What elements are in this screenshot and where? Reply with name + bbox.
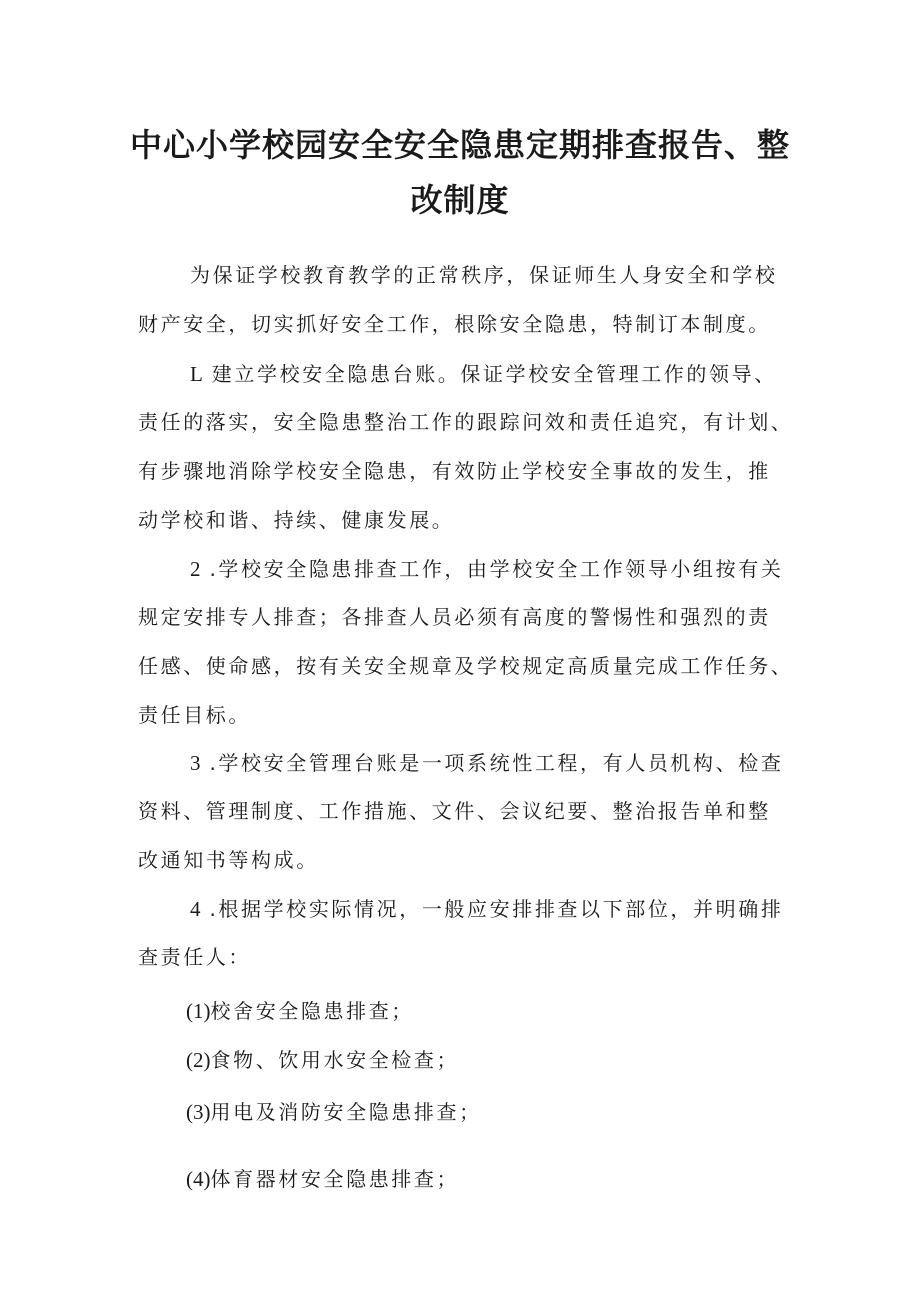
section-4-line-2: 查责任人： [138,945,251,969]
section-4-text-1: .根据学校实际情况，一般应安排排查以下部位，并明确排 [209,897,784,921]
list-item-3-num: (3) [186,1100,211,1124]
section-1-line-4: 动学校和谐、持续、健康发展。 [138,508,455,532]
list-item-4 [186,1165,459,1193]
document-title-line2: 改制度 [410,181,510,219]
list-item-2-num: (2) [186,1048,211,1072]
section-1-line-3: 有步骤地消除学校安全隐患，有效防止学校安全事故的发生，推 [138,459,771,483]
list-item-3-text: 用电及消防安全隐患排查； [210,1100,482,1124]
list-item-2 [186,1046,459,1074]
section-2-line-1 [190,555,783,583]
section-2-line-3: 任感、使命感，按有关安全规章及学校规定高质量完成工作任务、 [138,654,794,678]
section-2-line-2: 规定安排专人排查；各排查人员必须有高度的警惕性和强烈的责 [138,605,771,629]
list-item-1-text: 校舍安全隐患排查； [210,999,414,1023]
section-4-line-1 [190,895,783,923]
section-2-text-1: .学校安全隐患排查工作，由学校安全工作领导小组按有关 [209,557,784,581]
section-3-marker: 3 [190,751,201,775]
intro-line-1: 为保证学校教育教学的正常秩序，保证师生人身安全和学校 [190,263,778,287]
section-3-line-1 [190,749,783,777]
list-item-1 [186,997,414,1025]
section-3-line-2: 资料、管理制度、工作措施、文件、会议纪要、整治报告单和整 [138,799,771,823]
section-1-text-1: 建立学校安全隐患台账。保证学校安全管理工作的领导、 [211,362,777,386]
list-item-4-num: (4) [186,1167,211,1191]
section-1-line-1 [190,360,777,388]
section-4-marker: 4 [190,897,201,921]
document-title-line1: 中心小学校园安全安全隐患定期排查报告、整 [129,126,790,164]
section-3-text-1: .学校安全管理台账是一项系统性工程，有人员机构、检查 [209,751,784,775]
list-item-3 [186,1098,482,1126]
list-item-4-text: 体育器材安全隐患排查； [210,1167,460,1191]
list-item-1-num: (1) [186,999,211,1023]
list-item-2-text: 食物、饮用水安全检查； [210,1048,460,1072]
section-2-line-4: 责任目标。 [138,703,251,727]
section-3-line-3: 改通知书等构成。 [138,848,319,872]
section-1-line-2: 责任的落实，安全隐患整治工作的跟踪问效和责任追究，有计划、 [138,410,794,434]
section-2-marker: 2 [190,557,201,581]
intro-line-2: 财产安全，切实抓好安全工作，根除安全隐患，特制订本制度。 [138,312,771,336]
section-1-marker: L [190,362,203,386]
